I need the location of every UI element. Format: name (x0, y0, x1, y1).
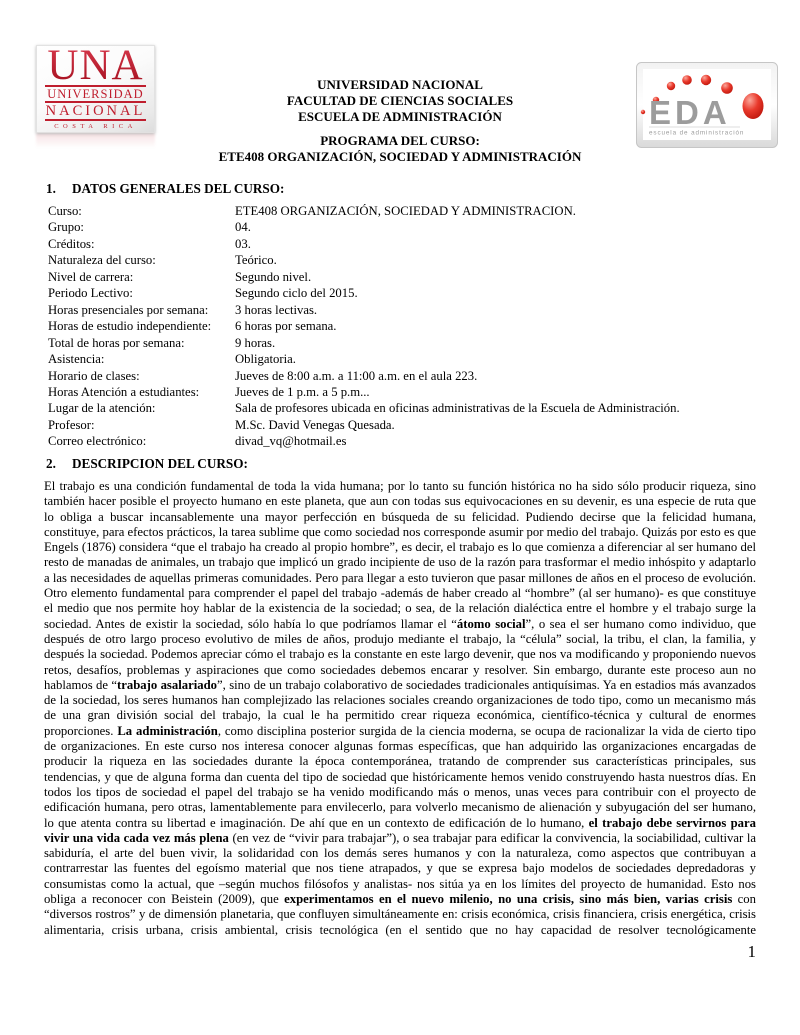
description-segment: con “diversos rostros” y de dimensión planetaria, que confluyen simultáneamente en: crisis económica, crisis financiera, crisis energética, crisis alimentaria, crisis urbana, crisis ambiental, crisis tecnológica (en el sentido que no hay capacidad de resolver tecnológicamente (44, 892, 756, 937)
field-label: Horas de estudio independiente: (48, 319, 212, 334)
description-segment-bold: átomo social (456, 616, 526, 631)
field-value: Obligatoria. (235, 352, 296, 367)
table-row (48, 351, 758, 367)
field-value: 03. (235, 236, 251, 251)
field-label: Horario de clases: (48, 368, 140, 383)
field-label: Horas Atención a estudiantes: (48, 384, 200, 399)
field-value: Segundo nivel. (235, 269, 312, 284)
description-segment: , como disciplina posterior surgida de la ciencia moderna, se ocupa de racionalizar la vida de cierto tipo de organizaciones. En este curso nos interesa conocer algunas formas específicas, que han adquirido las organizaciones encargadas de producir la riqueza en las sociedades durante la época contemporánea, tratando de comprender sus características principales, sus tendencias, y que de alguna forma dan cuenta del tipo de sociedad que históricamente hemos venido construyendo hasta nuestros días. En todos los tipos de sociedad el papel del trabajo se ha venido modificando más o menos, unas veces para contribuir con el proyecto de edificación humana, pero otras, lamentablemente para envilecerlo, para volverlo mecanismo de alienación y subyugación del ser humano, lo que atenta contra su libertad e imaginación. De ahí que en un contexto de edificación de lo humano, (44, 723, 756, 830)
institution-name: UNIVERSIDAD NACIONAL (317, 77, 483, 92)
table-row (48, 285, 758, 301)
table-row (48, 236, 758, 252)
field-value: 9 horas. (235, 335, 276, 350)
description-segment-bold: el trabajo debe servirnos para vivir una vida cada vez más plena (44, 815, 756, 845)
field-label: Nivel de carrera: (48, 269, 134, 284)
field-label: Naturaleza del curso: (48, 253, 156, 268)
table-row (48, 302, 758, 318)
eda-acronym: EDA (649, 94, 731, 131)
description-segment: ”, o sea el ser humano como individuo, que después de otro largo proceso evolutivo de miles de años, produjo mediante el trabajo, la “célula” social, la tribu, el clan, la familia, y después la sociedad. Podemos apreciar cómo el trabajo es la constante en este largo devenir, que nos va modificando y proponiendo nuevos retos, desafíos, problemas y aspiraciones que como sociedades debemos encarar y resolver. Sin embargo, durante este proceso aun no hablamos de “ (44, 616, 756, 692)
field-label: Total de horas por semana: (48, 335, 185, 350)
course-description-paragraph (44, 479, 756, 938)
field-label: Correo electrónico: (48, 434, 147, 449)
description-segment: (en vez de “vivir para trabajar”), o sea trabajar para edificar la convivencia, la sociabilidad, cultivar la sabiduría, el arte del buen vivir, la solidaridad con los demás seres humanos y con la naturaleza, como aspectos que contribuyan a contrarrestar las fuentes del egoísmo material que nos tiene atrapados, y que se expresa bajo modelos de sociedades depredadoras y consumistas como la actual, que –según muchos filósofos y analistas- nos sitúa ya en los límites del proyecto de humanidad. Esto nos obliga a reconocer con Beistein (2009), que (44, 830, 756, 907)
table-row (48, 318, 758, 334)
una-universidad-label: UNIVERSIDAD (47, 87, 144, 101)
general-data-list (48, 203, 758, 450)
description-segment-bold: La administración (117, 723, 218, 738)
faculty-name: FACULTAD DE CIENCIAS SOCIALES (286, 93, 514, 108)
field-value: Jueves de 8:00 a.m. a 11:00 a.m. en el aula 223. (235, 368, 478, 383)
program-label: PROGRAMA DEL CURSO: (320, 133, 480, 148)
field-value: Segundo ciclo del 2015. (235, 286, 358, 301)
section-2-heading (46, 456, 248, 472)
field-label: Asistencia: (48, 352, 105, 367)
program-header (0, 133, 800, 165)
field-label: Profesor: (48, 417, 95, 432)
course-title: ETE408 ORGANIZACIÓN, SOCIEDAD Y ADMINISTRACIÓN (218, 149, 582, 164)
table-row (48, 252, 758, 268)
field-value: ETE408 ORGANIZACIÓN, SOCIEDAD Y ADMINISTRACION. (235, 204, 576, 218)
section-1-title: DATOS GENERALES DEL CURSO: (72, 181, 285, 196)
field-value: 6 horas por semana. (235, 319, 337, 334)
field-label: Periodo Lectivo: (48, 286, 133, 301)
una-nacional-label: NACIONAL (45, 103, 146, 119)
section-1-number: 1. (46, 181, 56, 196)
field-value: Sala de profesores ubicada en oficinas administrativas de la Escuela de Administración. (235, 401, 680, 416)
field-label: Grupo: (48, 220, 84, 235)
field-value: Teórico. (235, 253, 277, 268)
field-value: M.Sc. David Venegas Quesada. (235, 417, 395, 432)
description-segment: El trabajo es una condición fundamental de toda la vida humana; por lo tanto su función histórica no ha sido sólo producir riqueza, sino también hacer posible el proyecto humano en este planeta, que aun con todas sus equivocaciones en su devenir, es una especie de ruta que lo obliga a buscar incansablemente una mayor perfección en búsqueda de su felicidad. Pudiendo decirse que la felicidad humana, constituye, para efectos prácticos, la tarea sublime que como sociedad nos corresponde asumir por medio del trabajo. Quizás por esto es que Engels (1876) considera “que el trabajo ha creado al propio hombre”, es decir, el trabajo es lo que comienza a diferenciar al ser humano del resto de manadas de animales, un trabajo que implicó un grado incipiente de uso de la razón para trasformar el medio inhóspito y adaptarlo a las necesidades de aquellas primeras comunidades. Pero para llegar a esto tuvieron que pasar millones de años en el proceso de evolución. Otro elemento fundamental para comprender el papel del trabajo -además de haber creado al “hombre” (al ser humano)- es que constituye el medio que nos permite hoy hablar de la existencia de la sociedad; o sea, de la relación dialéctica entre el hombre y el trabajo surge la sociedad. Antes de existir la sociedad, sólo había lo que podríamos llamar el “ (44, 479, 756, 631)
table-row (48, 219, 758, 235)
section-2-number: 2. (46, 456, 56, 471)
description-segment: ”, sino de un trabajo colaborativo de sociedades tradicionales antiquísimas. Ya en estadios más avanzados de la sociedad, los seres humanos han complejizado las relaciones sociales creando organizaciones de todo tipo, como un mecanismo más de una gran división social del trabajo, la cual le ha permitido crear riqueza económica, científico-técnica y cultural de enormes proporciones. (44, 677, 756, 738)
description-segment-bold: experimentamos en el nuevo milenio, no una crisis, sino más bien, varias crisis (284, 892, 733, 907)
field-value: divad_vq@hotmail.es (235, 434, 347, 449)
table-row (48, 335, 758, 351)
table-row (48, 203, 758, 219)
institution-header (0, 77, 800, 125)
school-name: ESCUELA DE ADMINISTRACIÓN (298, 109, 502, 124)
table-row (48, 417, 758, 433)
field-label: Créditos: (48, 236, 95, 251)
description-segment-bold: trabajo asalariado (117, 677, 217, 692)
eda-caption: escuela de administración (649, 129, 745, 137)
field-label: Horas presenciales por semana: (48, 302, 209, 317)
table-row (48, 269, 758, 285)
table-row (48, 384, 758, 400)
field-label: Lugar de la atención: (48, 401, 156, 416)
section-2-title: DESCRIPCION DEL CURSO: (72, 456, 248, 471)
field-value: 3 horas lectivas. (235, 302, 318, 317)
una-costa-rica-label: COSTA RICA (54, 123, 137, 130)
field-value: 04. (235, 220, 251, 235)
page-number: 1 (747, 942, 756, 961)
table-row (48, 368, 758, 384)
table-row (48, 400, 758, 416)
table-row (48, 433, 758, 449)
una-acronym: UNA (47, 42, 144, 89)
field-value: Jueves de 1 p.m. a 5 p.m... (235, 384, 370, 399)
section-1-heading (46, 181, 284, 197)
field-label: Curso: (48, 204, 82, 218)
